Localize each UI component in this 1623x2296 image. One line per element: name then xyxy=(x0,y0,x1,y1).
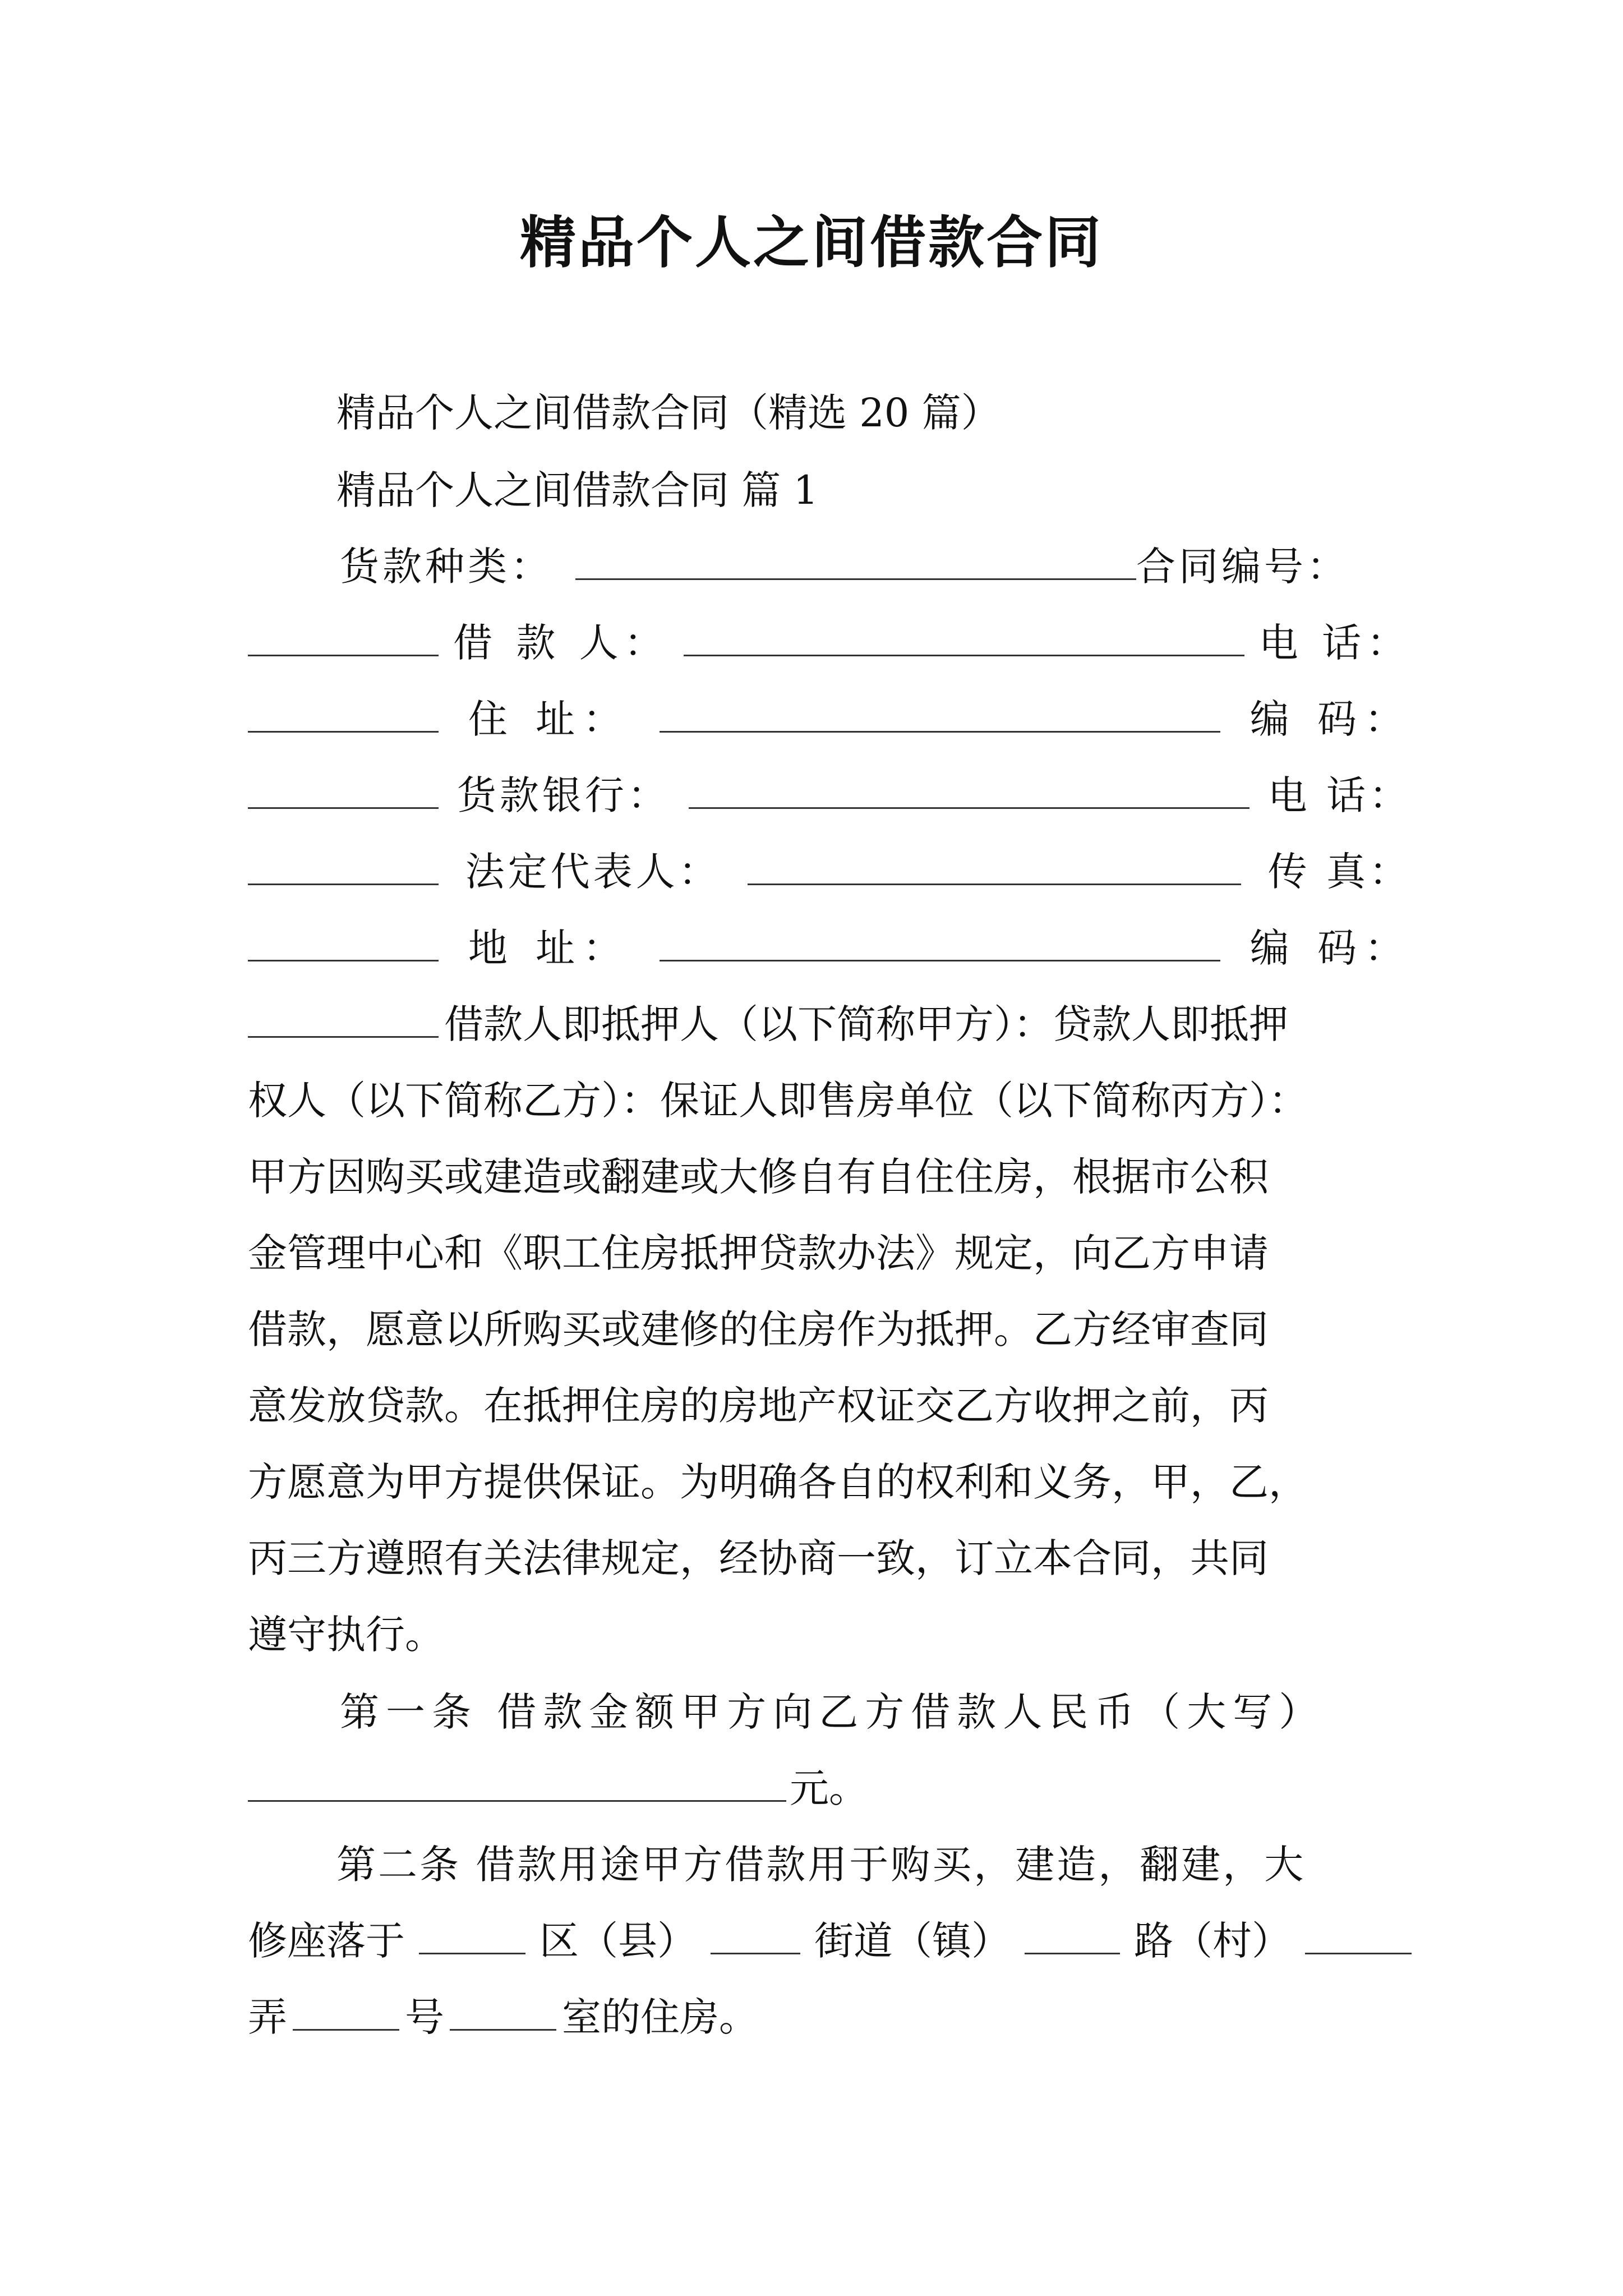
body-line-9: 遵守执行。 xyxy=(248,1612,444,1658)
form-line-legal-rep xyxy=(248,848,1412,895)
section-heading: 精品个人之间借款合同 篇 1 xyxy=(336,467,819,513)
loan-amount-blank xyxy=(248,1766,786,1802)
borrower-blank xyxy=(684,621,1244,656)
document-title: 精品个人之间借款合同 xyxy=(520,209,1103,275)
room-blank xyxy=(450,1995,556,2031)
legal-rep-label: 法定代表人： xyxy=(465,849,721,895)
article-2-line-2 xyxy=(248,1917,1412,1964)
loan-type-label: 货款种类： xyxy=(340,544,553,590)
postcode-2-label: 编 码： xyxy=(1249,925,1412,971)
legal-rep-lead-blank xyxy=(248,850,439,885)
road-label: 路（村） xyxy=(1134,1918,1291,1964)
body-line-1 xyxy=(248,1001,1412,1048)
body-line-1-text: 借款人即抵押人（以下简称甲方）：贷款人即抵押 xyxy=(444,1001,1288,1047)
contract-no-label: 合同编号： xyxy=(1136,544,1349,590)
address-lead-blank xyxy=(248,926,439,961)
lending-bank-label: 货款银行： xyxy=(457,772,670,818)
address-label: 地 址： xyxy=(468,925,630,971)
residence-blank xyxy=(660,697,1220,733)
article-1-line-2 xyxy=(248,1765,1412,1812)
article-1-line-1: 第一条 借款金额甲方向乙方借款人民币（大写） xyxy=(340,1689,1325,1735)
form-line-address xyxy=(248,924,1412,972)
number-blank xyxy=(293,1995,399,2031)
article-2-located-label: 修座落于 xyxy=(248,1918,405,1964)
lending-bank-lead-blank xyxy=(248,774,439,809)
address-blank xyxy=(660,926,1220,961)
form-line-borrower xyxy=(248,619,1412,666)
lane-label: 弄 xyxy=(248,1994,287,2040)
body-line-4: 金管理中心和《职工住房抵押贷款办法》规定，向乙方申请 xyxy=(248,1230,1269,1276)
body-line-8: 丙三方遵照有关法律规定，经协商一致，订立本合同，共同 xyxy=(248,1535,1269,1581)
form-line-loan-type xyxy=(340,543,1412,590)
lending-bank-blank xyxy=(689,774,1249,809)
document-subtitle: 精品个人之间借款合同（精选 20 篇） xyxy=(336,390,1000,436)
form-line-lending-bank xyxy=(248,772,1412,819)
body-line-2: 权人（以下简称乙方）：保证人即售房单位（以下简称丙方）： xyxy=(248,1078,1308,1124)
article-2-line-1: 第二条 借款用途甲方借款用于购买，建造，翻建，大 xyxy=(336,1842,1306,1888)
street-label: 街道（镇） xyxy=(814,1918,1011,1964)
postcode-1-label: 编 码： xyxy=(1249,696,1412,742)
fax-label: 传 真： xyxy=(1267,849,1412,895)
district-blank xyxy=(419,1919,525,1954)
borrower-label: 借 款 人： xyxy=(453,620,669,666)
road-blank xyxy=(1025,1919,1120,1954)
number-label: 号 xyxy=(405,1994,444,2040)
borrower-lead-blank xyxy=(248,621,439,656)
room-label: 室的住房。 xyxy=(562,1994,758,2040)
article-1-yuan: 元。 xyxy=(790,1765,868,1811)
body-line-6: 意发放贷款。在抵押住房的房地产权证交乙方收押之前，丙 xyxy=(248,1383,1269,1429)
body-line-7: 方愿意为甲方提供保证。为明确各自的权利和义务，甲，乙， xyxy=(248,1459,1308,1505)
form-line-residence xyxy=(248,696,1412,743)
street-blank xyxy=(711,1919,800,1954)
residence-label: 住 址： xyxy=(468,696,630,742)
district-label: 区（县） xyxy=(540,1918,697,1964)
body-lead-blank xyxy=(248,1002,439,1038)
body-line-3: 甲方因购买或建造或翻建或大修自有自住住房，根据市公积 xyxy=(248,1154,1269,1200)
legal-rep-blank xyxy=(748,850,1241,885)
body-line-5: 借款，愿意以所购买或建修的住房作为抵押。乙方经审查同 xyxy=(248,1306,1269,1352)
phone-1-label: 电 话： xyxy=(1258,620,1412,666)
article-2-line-3 xyxy=(248,1994,1412,2041)
loan-type-blank xyxy=(575,545,1136,580)
residence-lead-blank xyxy=(248,697,439,733)
lane-blank xyxy=(1305,1919,1412,1954)
phone-2-label: 电 话： xyxy=(1267,772,1412,818)
